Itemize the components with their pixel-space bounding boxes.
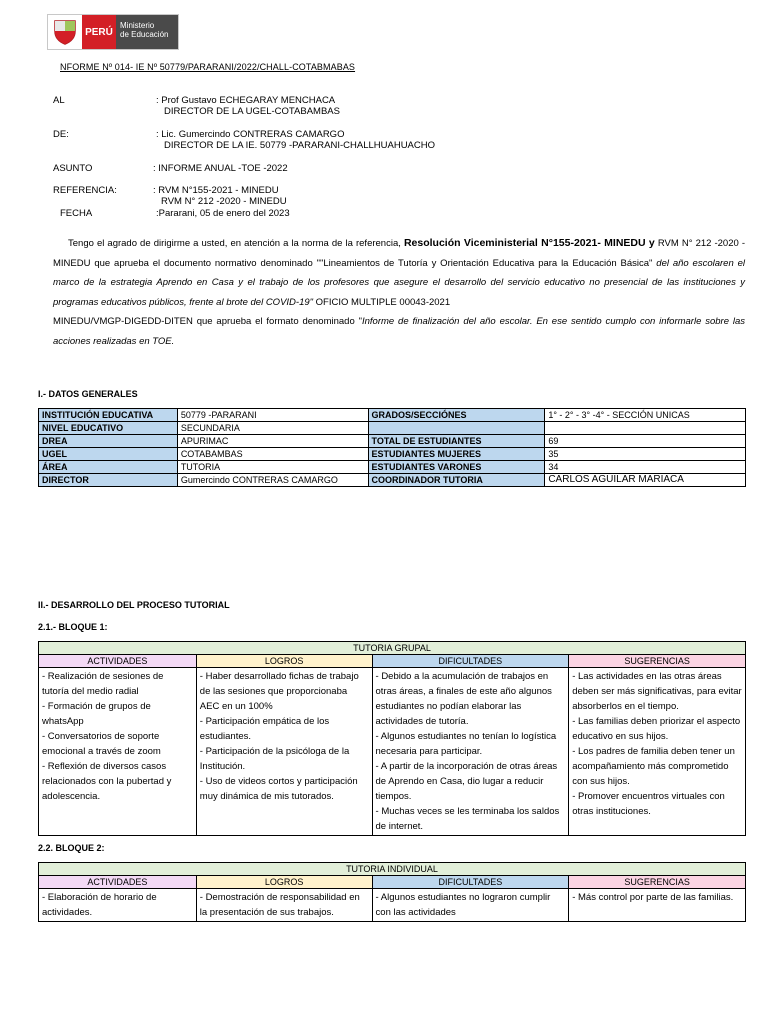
bloque1-item: - Las actividades en las otras áreas deben ser más significativas, para evitar absorberlos en el tiempo. [572, 671, 742, 712]
datos-row [39, 435, 746, 448]
datos-label-cell: UGEL [39, 448, 178, 461]
bloque1-header-sugerencias: SUGERENCIAS [569, 655, 746, 668]
bloque2-header-sugerencias: SUGERENCIAS [569, 876, 746, 889]
peru-shield-icon [48, 15, 82, 49]
datos-label-cell: ESTUDIANTES VARONES [368, 461, 545, 474]
datos-value-cell: 69 [545, 435, 746, 448]
datos-generales-table [38, 408, 746, 487]
datos-value-cell [545, 422, 746, 435]
datos-row [39, 448, 746, 461]
datos-value-cell: 50779 -PARARANI [177, 409, 368, 422]
bloque1-title: TUTORIA GRUPAL [39, 642, 746, 655]
section-desarrollo: II.- DESARROLLO DEL PROCESO TUTORIAL [38, 600, 230, 610]
datos-row [39, 409, 746, 422]
asunto-label: ASUNTO [53, 163, 93, 174]
al-label: AL [53, 95, 65, 106]
datos-value-cell: SECUNDARIA [177, 422, 368, 435]
bloque1-item: - Las familias deben priorizar el aspecto educativo en sus hijos. [572, 716, 741, 742]
datos-row [39, 422, 746, 435]
datos-label-cell: TOTAL DE ESTUDIANTES [368, 435, 545, 448]
bloque1-item: - Debido a la acumulación de trabajos en otras áreas, a finales de este año algunos estudiantes no podían elaborar las actividades de tutoría. [375, 671, 552, 727]
datos-value-cell: Gumercindo CONTRERAS CAMARGO [177, 474, 368, 487]
section-datos-generales: I.- DATOS GENERALES [38, 389, 138, 399]
bloque1-header-logros: LOGROS [196, 655, 372, 668]
bloque2-header-dificultades: DIFICULTADES [372, 876, 569, 889]
fecha-value: :Pararani, 05 de enero del 2023 [156, 208, 290, 219]
bloque2-cell-dificultades: - Algunos estudiantes no lograron cumplir con las actividades [372, 889, 569, 922]
bloque1-item: - Reflexión de diversos casos relacionados con la pubertad y adolescencia. [42, 761, 172, 802]
datos-label-cell: GRADOS/SECCIÓNES [368, 409, 545, 422]
bloque1-item: - Los padres de familia deben tener un acompañamiento más comprometido con sus hijos. [572, 746, 735, 787]
logo-peru-text: PERÚ [82, 15, 116, 49]
section-bloque2: 2.2. BLOQUE 2: [38, 843, 105, 853]
bloque2-row [39, 889, 746, 922]
logo-ministry-text: Ministerio de Educación [116, 15, 178, 49]
bloque2-cell-actividades: - Elaboración de horario de actividades. [39, 889, 197, 922]
bloque1-item: - Uso de videos cortos y participación muy dinámica de mis tutorados. [199, 776, 358, 802]
section-bloque1: 2.1.- BLOQUE 1: [38, 622, 108, 632]
referencia-value: : RVM N°155-2021 - MINEDU RVM N° 212 -2020 - MINEDU [153, 185, 287, 207]
bloque2-title: TUTORIA INDIVIDUAL [39, 863, 746, 876]
bloque1-item: - Participación empática de los estudiantes. [199, 716, 330, 742]
bloque1-item: - Formación de grupos de whatsApp [42, 701, 151, 727]
bloque1-cell-dificultades [372, 668, 569, 836]
datos-row [39, 461, 746, 474]
body-paragraph: Tengo el agrado de dirigirme a usted, en atención a la norma de la referencia, Resolución Viceministerial N°155-2021- MINEDU y RVM N° 212 -2020 - MINEDU que aprueba el documento normativo denominado ""Lineamientos de Tutoría y Orientación Educativa para la Educación Básica" del año escolaren el marco de la estrategia Aprendo en Casa y el trabajo de los profesores que asegure el desarrollo del servicio educativo no presencial de las instituciones y programas educativos públicos, frente al brote del COVID-19" OFICIO MULTIPLE 00043-2021 MINEDU/VMGP-DIGEDD-DITEN que aprueba el formato denominado "Informe de finalización del año escolar. En ese sentido cumplo con informarle sobre las acciones realizadas en TOE. [53, 237, 746, 347]
bloque1-item: - Promover encuentros virtuales con otras instituciones. [572, 791, 725, 817]
bloque2-cell-logros: - Demostración de responsabilidad en la presentación de sus trabajos. [196, 889, 372, 922]
asunto-value: : INFORME ANUAL -TOE -2022 [153, 163, 288, 174]
datos-value-cell: 1° - 2° - 3° -4° - SECCIÓN UNICAS [545, 409, 746, 422]
ministry-logo [47, 14, 179, 50]
datos-value-cell: COTABAMBAS [177, 448, 368, 461]
bloque1-header-actividades: ACTIVIDADES [39, 655, 197, 668]
de-value: : Lic. Gumercindo CONTRERAS CAMARGO DIRECTOR DE LA IE. 50779 -PARARANI-CHALLHUAHUACHO [156, 129, 436, 151]
datos-label-cell: ESTUDIANTES MUJERES [368, 448, 545, 461]
bloque2-cell-sugerencias: - Más control por parte de las familias. [569, 889, 746, 922]
datos-value-cell: 34 [545, 461, 746, 474]
bloque1-item: - Muchas veces se les terminaba los saldos de internet. [375, 806, 560, 832]
bloque1-cell-actividades [39, 668, 197, 836]
bloque1-item: - Conversatorios de soporte emocional a través de zoom [42, 731, 161, 757]
datos-label-cell: COORDINADOR TUTORIA [368, 474, 545, 487]
referencia-label: REFERENCIA: [53, 185, 117, 196]
datos-label-cell: INSTITUCIÓN EDUCATIVA [39, 409, 178, 422]
bloque2-header-actividades: ACTIVIDADES [39, 876, 197, 889]
bloque1-item: - Participación de la psicóloga de la Institución. [199, 746, 350, 772]
bloque1-cell-sugerencias [569, 668, 746, 836]
bloque1-cell-logros [196, 668, 372, 836]
bloque1-item: - A partir de la incorporación de otras áreas de Aprendo en Casa, dio lugar a reducir tiempos. [375, 761, 558, 802]
datos-value-cell: TUTORIA [177, 461, 368, 474]
datos-label-cell: DREA [39, 435, 178, 448]
bloque1-row [39, 668, 746, 836]
fecha-label: FECHA [60, 208, 93, 219]
datos-label-cell [368, 422, 545, 435]
al-value: : Prof Gustavo ECHEGARAY MENCHACA DIRECTOR DE LA UGEL-COTABAMBAS [156, 95, 340, 117]
bloque1-header-dificultades: DIFICULTADES [372, 655, 569, 668]
bloque1-item: - Realización de sesiones de tutoría del medio radial [42, 671, 164, 697]
datos-value-cell: CARLOS AGUILAR MARIACA [545, 474, 746, 487]
datos-row [39, 474, 746, 487]
datos-label-cell: NIVEL EDUCATIVO [39, 422, 178, 435]
datos-label-cell: ÁREA [39, 461, 178, 474]
bloque1-item: - Algunos estudiantes no tenían lo logística necesaria para participar. [375, 731, 557, 757]
datos-value-cell: APURIMAC [177, 435, 368, 448]
datos-label-cell: DIRECTOR [39, 474, 178, 487]
bloque1-item: - Haber desarrollado fichas de trabajo de las sesiones que proporcionaba AEC en un 100% [199, 671, 359, 712]
de-label: DE: [53, 129, 69, 140]
report-reference: NFORME Nº 014- IE Nº 50779/PARARANI/2022/CHALL-COTABMABAS [60, 62, 356, 72]
bloque2-table [38, 862, 746, 922]
bloque2-header-logros: LOGROS [196, 876, 372, 889]
datos-value-cell: 35 [545, 448, 746, 461]
bloque1-table [38, 641, 746, 836]
